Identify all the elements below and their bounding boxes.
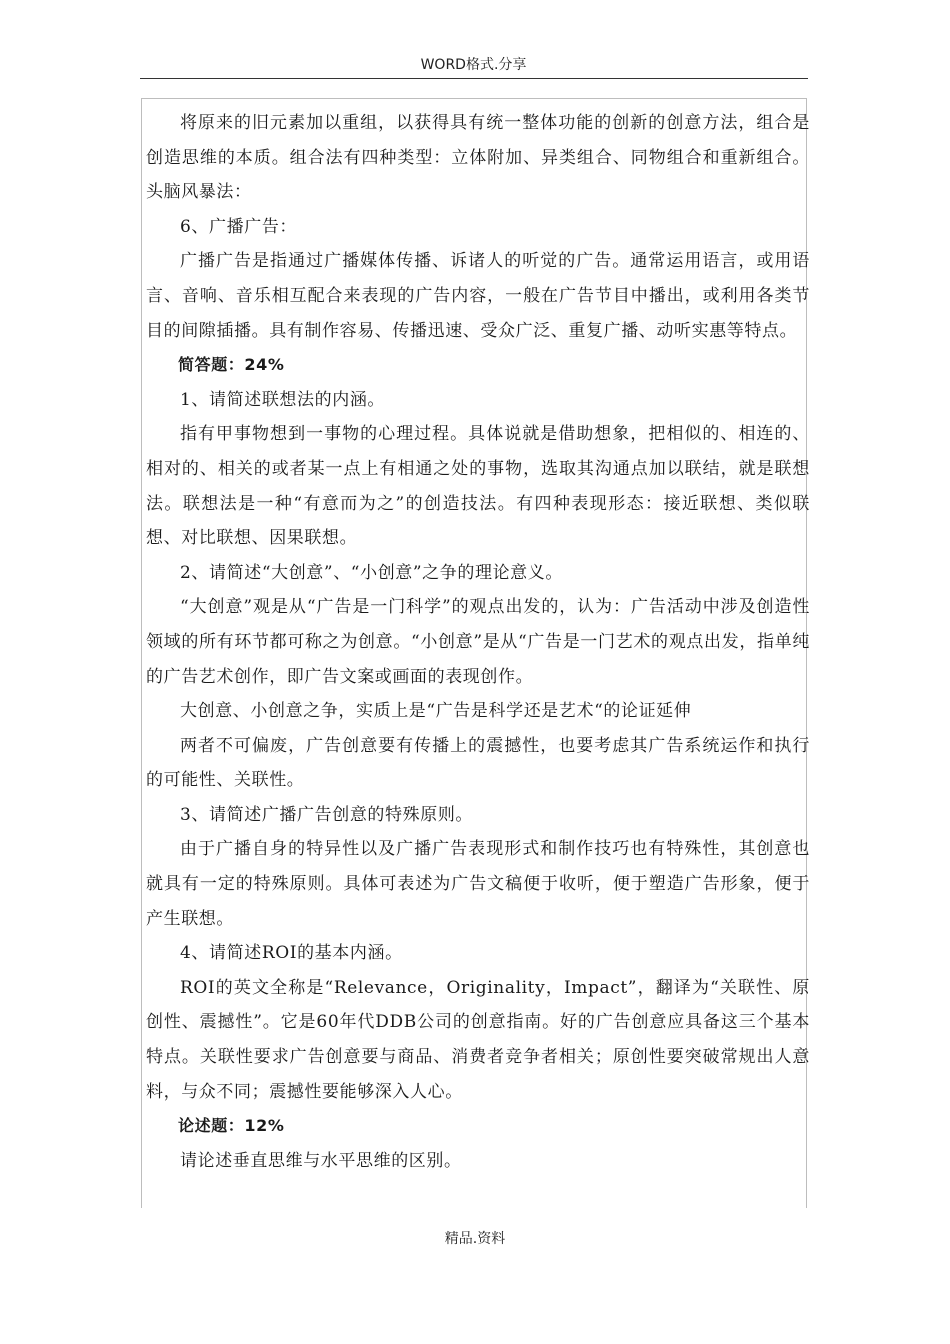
section-essay: 论述题：12% xyxy=(178,1116,285,1136)
document-body xyxy=(146,106,810,1178)
section-short-answer: 简答题：24% xyxy=(178,355,285,375)
heading-radio-ad: 6、广播广告： xyxy=(180,216,298,237)
question-3: 3、请简述广播广告创意的特殊原则。 xyxy=(180,804,474,825)
essay-question: 请论述垂直思维与水平思维的区别。 xyxy=(180,1150,462,1171)
question-4: 4、请简述ROI的基本内涵。 xyxy=(180,943,403,964)
answer-4: ROI的英文全称是“Relevance，Originality，Impact”，翻译为“关联性、原创性、震撼性”。它是60年代DDB公司的创意指南。好的广告创意应具备这三个基本特点。关联性要求广告创意要与商品、消费者竞争者相关；原创性要突破常规出人意料，与众不同；震撼性要能够深入人心。 xyxy=(146,977,810,1102)
paragraph-radio-ad: 广播广告是指通过广播媒体传播、诉诸人的听觉的广告。通常运用语言，或用语言、音响、音乐相互配合来表现的广告内容，一般在广告节目中播出，或利用各类节目的间隙插播。具有制作容易、传播迅速、受众广泛、重复广播、动听实惠等特点。 xyxy=(146,251,810,341)
question-1: 1、请简述联想法的内涵。 xyxy=(180,389,386,410)
answer-2b: 大创意、小创意之争，实质上是“广告是科学还是艺术“的论证延伸 xyxy=(180,701,692,722)
question-2: 2、请简述“大创意”、“小创意”之争的理论意义。 xyxy=(180,562,563,583)
page-header: WORD格式.分享 xyxy=(420,57,527,73)
answer-3: 由于广播自身的特异性以及广播广告表现形式和制作技巧也有特殊性，其创意也就具有一定的特殊原则。具体可表述为广告文稿便于收听，便于塑造广告形象，便于产生联想。 xyxy=(146,839,810,929)
answer-2c: 两者不可偏废，广告创意要有传播上的震撼性，也要考虑其广告系统运作和执行的可能性、关联性。 xyxy=(146,735,810,791)
header-divider xyxy=(140,78,808,79)
answer-2a: “大创意”观是从“广告是一门科学”的观点出发的，认为：广告活动中涉及创造性领域的所有环节都可称之为创意。“小创意”是从“广告是一门艺术的观点出发，指单纯的广告艺术创作，即广告文案或画面的表现创作。 xyxy=(146,597,810,687)
page-footer: 精品.资料 xyxy=(444,1231,506,1247)
answer-1: 指有甲事物想到一事物的心理过程。具体说就是借助想象，把相似的、相连的、相对的、相关的或者某一点上有相通之处的事物，选取其沟通点加以联结，就是联想法。联想法是一种“有意而为之”的创造技法。有四种表现形态：接近联想、类似联想、对比联想、因果联想。 xyxy=(146,424,810,549)
paragraph-combination-method: 将原来的旧元素加以重组，以获得具有统一整体功能的创新的创意方法，组合是创造思维的本质。组合法有四种类型：立体附加、异类组合、同物组合和重新组合。头脑风暴法： xyxy=(146,113,810,203)
